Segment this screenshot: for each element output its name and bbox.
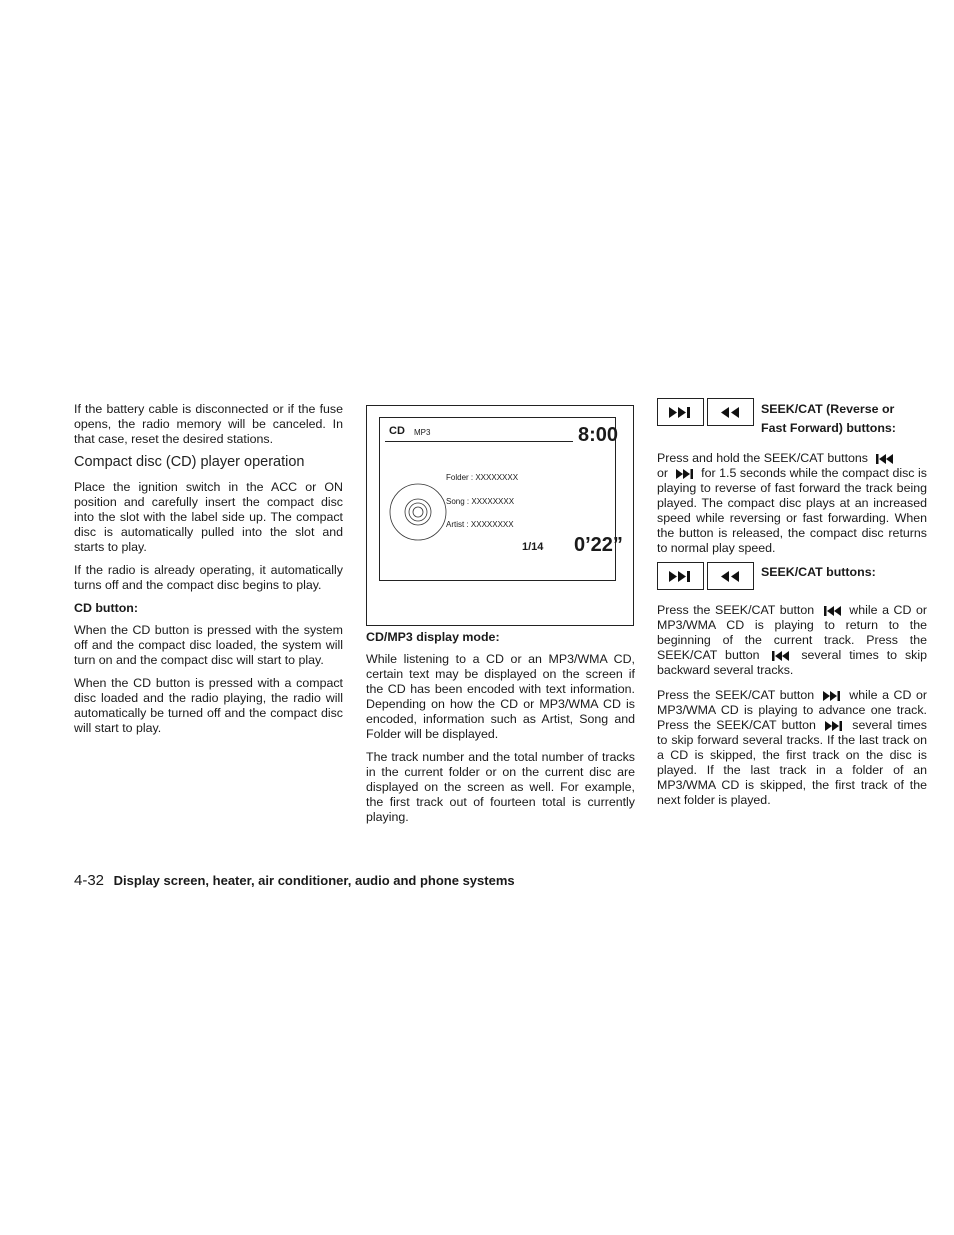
- seek-cat-text-3c: several times to skip forward several tracks. If the last track on a CD is skipped, the first track on the disc is played. If the last track in a folder of an MP3/WMA CD is skipped, the first track of the next folder is played.: [657, 718, 927, 807]
- seek-cat-title-1-line-1: SEEK/CAT (Reverse or: [761, 402, 895, 416]
- seek-cat-text-1a: Press and hold the SEEK/CAT buttons: [657, 451, 868, 465]
- column-1: [74, 402, 343, 744]
- header-divider: [385, 441, 573, 442]
- cd-button-heading: CD button:: [74, 601, 138, 615]
- skip-next-button-graphic: [657, 398, 704, 426]
- seek-cat-text-2b: while a CD or MP3/WMA CD is playing to return to the beginning of the current track. Press the SEEK/CAT button: [657, 603, 927, 662]
- seek-cat-text-3b: while a CD or MP3/WMA CD is playing to advance one track. Press the SEEK/CAT button: [657, 688, 927, 732]
- seek-cat-text-2a: Press the SEEK/CAT button: [657, 603, 815, 617]
- seek-cat-buttons-figure-2: [657, 562, 757, 590]
- seek-cat-text-1c: for 1.5 seconds while the compact disc is playing to reverse of fast forward the track being played. The compact disc plays at an increased speed while reversing or fast forwarding. When the button is released, the compact disc returns to normal play speed.: [657, 466, 927, 555]
- skip-previous-icon: [819, 605, 845, 617]
- disc-icon: [388, 482, 448, 542]
- track-counter: 1/14: [522, 541, 544, 553]
- display-mode-text-1: While listening to a CD or an MP3/WMA CD, certain text may be displayed on the screen if the CD has been encoded with text information. Depending on how the CD or MP3/WMA CD is encoded, information such as Artist, Song and Folder will be displayed.: [366, 652, 635, 741]
- rewind-button-graphic-2: [707, 562, 754, 590]
- skip-next-icon: [672, 468, 698, 480]
- battery-note: If the battery cable is disconnected or if the fuse opens, the radio memory will be canceled. In that case, reset the desired stations.: [74, 402, 343, 446]
- skip-next-button-graphic-2: [657, 562, 704, 590]
- source-label: CD: [389, 425, 405, 437]
- display-mode-text-2: The track number and the total number of tracks in the current folder or on the current disc are displayed on the screen as well. For example, the first track out of fourteen total is currently playing.: [366, 750, 635, 824]
- song-info: Song : XXXXXXXX: [446, 497, 515, 506]
- insert-disc-text: Place the ignition switch in the ACC or ON position and carefully insert the compact disc into the slot with the label side up. The compact disc is automatically pulled into the slot and starts to play.: [74, 480, 343, 554]
- seek-cat-text-2: [657, 603, 927, 816]
- clock-display: 8:00: [578, 424, 619, 446]
- page-footer: [74, 872, 515, 889]
- skip-next-icon: [819, 690, 845, 702]
- seek-cat-title-1-line-2: Fast Forward) buttons:: [761, 421, 896, 435]
- skip-next-icon: [666, 569, 696, 584]
- display-mode-heading: CD/MP3 display mode:: [366, 630, 500, 644]
- section-heading-cd: Compact disc (CD) player operation: [74, 454, 305, 470]
- page-number: 4-32: [74, 872, 105, 889]
- cd-button-text-1: When the CD button is pressed with the system off and the compact disc loaded, the system will turn on and the compact disc will start to play.: [74, 623, 343, 667]
- folder-info: Folder : XXXXXXXX: [446, 473, 519, 482]
- column-2: [366, 630, 635, 833]
- seek-cat-buttons-figure-1: [657, 398, 757, 426]
- rewind-icon: [716, 405, 746, 420]
- seek-cat-text-1: [657, 451, 927, 564]
- mode-label: MP3: [414, 428, 431, 437]
- seek-cat-text-3a: Press the SEEK/CAT button: [657, 688, 815, 702]
- seek-cat-title-1: [761, 400, 896, 438]
- rewind-button-graphic: [707, 398, 754, 426]
- radio-operating-text: If the radio is already operating, it automatically turns off and the compact disc begins to play.: [74, 563, 343, 592]
- rewind-icon: [716, 569, 746, 584]
- seek-cat-text-1b: or: [657, 466, 669, 480]
- skip-next-icon: [821, 720, 847, 732]
- cd-button-text-2: When the CD button is pressed with a compact disc loaded and the radio playing, the radio will automatically be turned off and the compact disc will start to play.: [74, 676, 343, 735]
- section-title: Display screen, heater, air conditioner, audio and phone systems: [113, 873, 515, 888]
- display-screen: [379, 417, 623, 581]
- skip-previous-icon: [767, 650, 793, 662]
- skip-previous-icon: [871, 453, 897, 465]
- artist-info: Artist : XXXXXXXX: [446, 520, 514, 529]
- cd-display-figure: [366, 405, 634, 626]
- elapsed-time: 0’22”: [574, 534, 623, 556]
- skip-next-icon: [666, 405, 696, 420]
- seek-cat-text-2c: several times to skip backward several tracks.: [657, 648, 927, 677]
- seek-cat-title-2: SEEK/CAT buttons:: [761, 565, 876, 579]
